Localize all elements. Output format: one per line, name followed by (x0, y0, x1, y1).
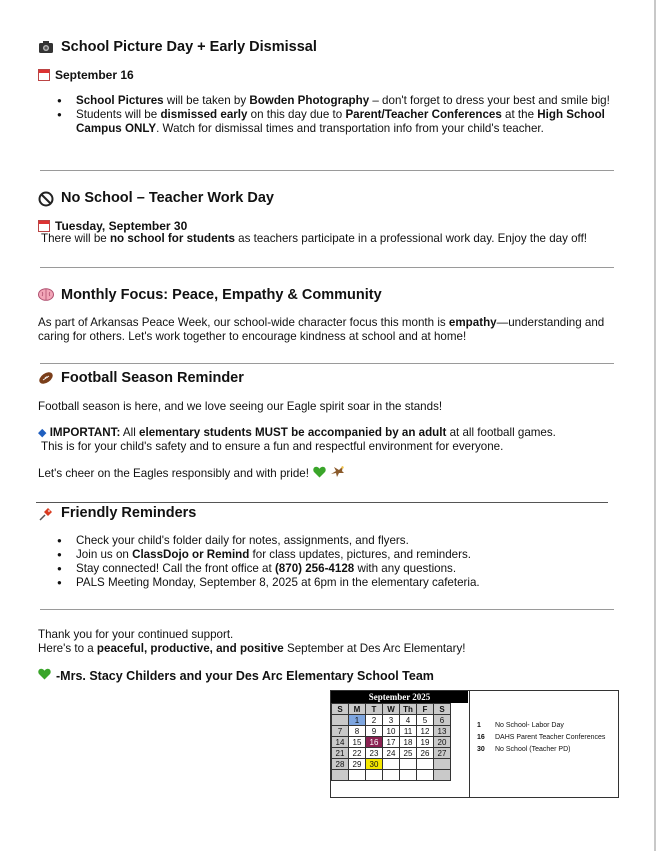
list-item: ● School Pictures will be taken by Bowden Photography – don't forget to dress your best and smile big! (38, 94, 622, 108)
section-reminders (38, 505, 196, 521)
calendar-day: 12 (417, 726, 434, 737)
calendar-event (477, 720, 605, 732)
calendar-day: 8 (349, 726, 366, 737)
calendar-day-header: Th (400, 704, 417, 715)
event-date-text: Tuesday, September 30 (55, 219, 188, 233)
section-football (38, 370, 244, 386)
calendar-day: 17 (383, 737, 400, 748)
calendar-day: 21 (332, 748, 349, 759)
calendar-day: 19 (417, 737, 434, 748)
football-important: ◆ IMPORTANT: All elementary students MUST be accompanied by an adult at all football games. (38, 426, 556, 439)
divider (40, 267, 614, 268)
monthly-focus-text: As part of Arkansas Peace Week, our school-wide character focus this month is empathy—understanding and caring for others. Let's work together to encourage kindness at school and at home! (38, 316, 605, 343)
blue-diamond-icon: ◆ (38, 427, 47, 439)
divider (40, 609, 614, 610)
calendar-day: 15 (349, 737, 366, 748)
calendar-day: 11 (400, 726, 417, 737)
section-title (38, 190, 274, 206)
calendar-day: 20 (434, 737, 451, 748)
calendar-day (349, 770, 366, 781)
calendar-day: 26 (417, 748, 434, 759)
section-no-school (38, 190, 274, 206)
calendar-day: 22 (349, 748, 366, 759)
pushpin-icon (38, 506, 54, 520)
calendar-day: 25 (400, 748, 417, 759)
calendar-event-text: No School (Teacher PD) (495, 746, 571, 753)
calendar-day-header: W (383, 704, 400, 715)
list-item: ● Check your child's folder daily for notes, assignments, and flyers. (38, 534, 622, 548)
camera-icon (38, 40, 54, 54)
calendar-grid (331, 691, 468, 781)
calendar-day-header: M (349, 704, 366, 715)
section-title-text: Monthly Focus: Peace, Empathy & Community (61, 287, 382, 303)
calendar-event (477, 732, 605, 744)
calendar-day: 7 (332, 726, 349, 737)
divider (40, 363, 614, 364)
closing-wish: Here's to a peaceful, productive, and positive September at Des Arc Elementary! (38, 642, 466, 655)
calendar-day (417, 770, 434, 781)
calendar-day: 24 (383, 748, 400, 759)
calendar-day: 10 (383, 726, 400, 737)
calendar-day (383, 759, 400, 770)
calendar-week (332, 726, 451, 737)
calendar-day (366, 770, 383, 781)
football-safety: This is for your child's safety and to ensure a fun and respectful environment for everyone. (41, 440, 504, 453)
calendar-day (417, 759, 434, 770)
calendar-day: 4 (400, 715, 417, 726)
football-intro: Football season is here, and we love seeing our Eagle spirit soar in the stands! (38, 400, 443, 413)
calendar-week (332, 770, 451, 781)
calendar-day: 29 (349, 759, 366, 770)
section-monthly-focus (38, 287, 382, 303)
section-title-text: Football Season Reminder (61, 370, 244, 386)
event-date (38, 219, 187, 233)
section-title (38, 39, 317, 55)
calendar-event-day: 1 (477, 722, 481, 729)
calendar-day: 13 (434, 726, 451, 737)
green-heart-icon (313, 466, 326, 482)
calendar-day: 6 (434, 715, 451, 726)
list-item: ● PALS Meeting Monday, September 8, 2025 at 6pm in the elementary cafeteria. (38, 576, 622, 590)
reminders-list (38, 534, 622, 590)
section-title-text: School Picture Day + Early Dismissal (61, 39, 317, 55)
section-picture-day (38, 39, 317, 55)
calendar-event-text: DAHS Parent Teacher Conferences (495, 734, 606, 741)
closing-thanks: Thank you for your continued support. (38, 628, 234, 641)
calendar-day: 14 (332, 737, 349, 748)
football-cheer: Let's cheer on the Eagles responsibly and with pride! (38, 465, 622, 482)
calendar-event-day: 16 (477, 734, 485, 741)
calendar-day (400, 759, 417, 770)
list-item: ● Students will be dismissed early on this day due to Parent/Teacher Conferences at the High School Campus ONLY. Watch for dismissal times and transportation info from your child's teacher. (38, 108, 622, 136)
calendar-day: 28 (332, 759, 349, 770)
list-item: ● Join us on ClassDojo or Remind for class updates, pictures, and reminders. (38, 548, 622, 562)
calendar-day (332, 715, 349, 726)
calendar-table (331, 703, 451, 781)
section-title-text: Friendly Reminders (61, 505, 197, 521)
list-item: ● Stay connected! Call the front office at (870) 256-4128 with any questions. (38, 562, 622, 576)
section-title-text: No School – Teacher Work Day (61, 190, 274, 206)
calendar-day (400, 770, 417, 781)
section-title (38, 370, 244, 386)
brain-icon (38, 288, 54, 302)
calendar-events (477, 720, 605, 756)
section-title (38, 505, 196, 521)
calendar-divider (469, 691, 470, 797)
calendar-day: 2 (366, 715, 383, 726)
signature-text: -Mrs. Stacy Childers and your Des Arc Elementary School Team (56, 668, 434, 683)
calendar-day: 1 (349, 715, 366, 726)
calendar-icon (38, 220, 50, 232)
picture-day-list (38, 94, 622, 136)
calendar-week (332, 759, 451, 770)
event-date (38, 68, 134, 82)
calendar-day (383, 770, 400, 781)
calendar-day: 3 (383, 715, 400, 726)
signature (38, 668, 434, 683)
calendar-day: 16 (366, 737, 383, 748)
calendar-day (332, 770, 349, 781)
green-heart-icon (38, 668, 51, 683)
calendar-day-header: F (417, 704, 434, 715)
calendar-day: 18 (400, 737, 417, 748)
calendar-day: 9 (366, 726, 383, 737)
section-title (38, 287, 382, 303)
football-icon (38, 371, 54, 385)
calendar-day (434, 770, 451, 781)
calendar-day-header: S (434, 704, 451, 715)
calendar-day-header: T (366, 704, 383, 715)
calendar-day: 27 (434, 748, 451, 759)
calendar-event-day: 30 (477, 746, 485, 753)
calendar-icon (38, 69, 50, 81)
calendar-week (332, 737, 451, 748)
calendar-week (332, 715, 451, 726)
calendar-day: 5 (417, 715, 434, 726)
eagle-icon (330, 465, 345, 482)
no-school-text: There will be no school for students as teachers participate in a professional work day. Enjoy the day off! (41, 232, 588, 245)
calendar-box (330, 690, 619, 798)
prohibited-icon (38, 191, 54, 205)
calendar-event (477, 744, 605, 756)
calendar-event-text: No School- Labor Day (495, 722, 564, 729)
calendar-week (332, 748, 451, 759)
calendar-day (434, 759, 451, 770)
divider (36, 502, 608, 503)
calendar-day-header: S (332, 704, 349, 715)
calendar-title: September 2025 (331, 691, 468, 703)
calendar-day: 23 (366, 748, 383, 759)
divider (40, 170, 614, 171)
calendar-day: 30 (366, 759, 383, 770)
event-date-text: September 16 (55, 68, 134, 82)
